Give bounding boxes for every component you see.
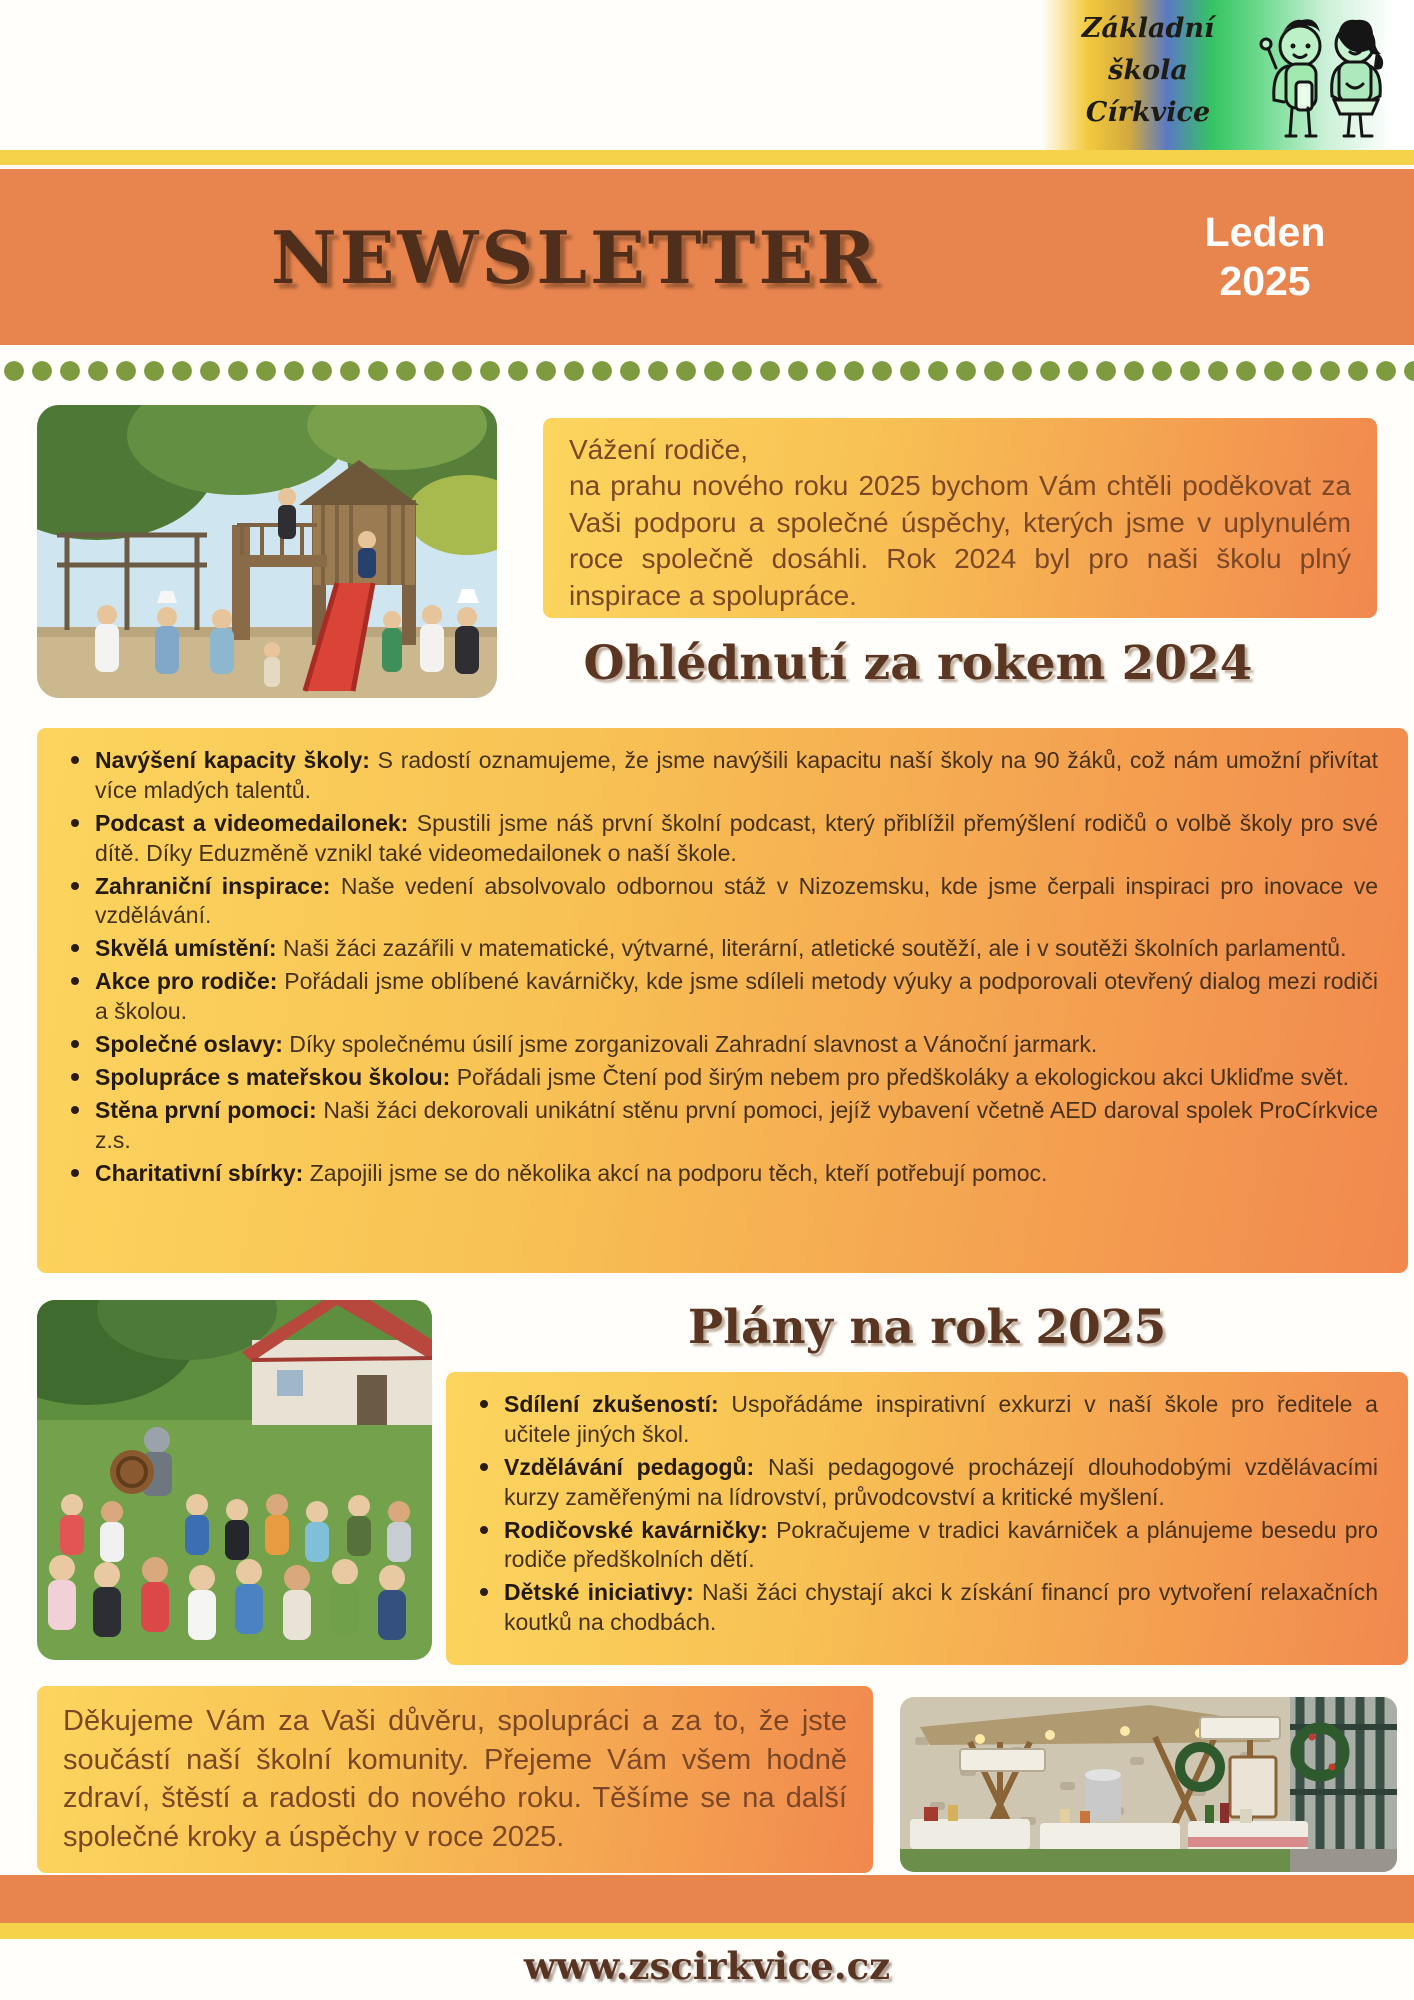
photo-market bbox=[900, 1697, 1397, 1872]
list-item bbox=[47, 1063, 1378, 1093]
list-item bbox=[47, 746, 1378, 806]
item-text: Zapojili jsme se do několika akcí na podporu těch, kteří potřebují pomoc. bbox=[303, 1159, 1048, 1186]
list-item bbox=[47, 1030, 1378, 1060]
review-box bbox=[37, 728, 1408, 1273]
item-lead: Navýšení kapacity školy: bbox=[95, 747, 370, 773]
item-lead: Vzdělávání pedagogů: bbox=[504, 1453, 755, 1480]
logo-line-3: Církvice bbox=[1085, 96, 1211, 128]
top-yellow-stripe bbox=[0, 150, 1414, 165]
page-title: NEWSLETTER bbox=[270, 214, 880, 300]
issue-year: 2025 bbox=[1219, 258, 1311, 304]
list-item bbox=[47, 1096, 1378, 1156]
section-heading-plans: Plány na rok 2025 bbox=[687, 1300, 1167, 1355]
issue-month: Leden bbox=[1204, 208, 1326, 255]
logo-line-1: Základní bbox=[1081, 13, 1215, 44]
list-item bbox=[47, 934, 1378, 964]
list-item bbox=[47, 872, 1378, 932]
item-lead: Rodičovské kavárničky: bbox=[504, 1516, 768, 1543]
issue-date bbox=[1140, 169, 1390, 345]
review-list bbox=[47, 746, 1378, 1188]
item-lead: Akce pro rodiče: bbox=[95, 968, 278, 995]
item-lead: Podcast a videomedailonek: bbox=[95, 809, 409, 836]
photo-group bbox=[37, 1300, 432, 1660]
children-illustration-icon bbox=[1252, 4, 1402, 151]
item-lead: Zahraniční inspirace: bbox=[95, 872, 331, 899]
item-text: Pořádali jsme oblíbené kavárničky, kde jsme sdíleli metody výuky a podporovali otevřený dialog mezi rodiči a školou. bbox=[95, 968, 1379, 1025]
item-text: Naši žáci dekorovali unikátní stěnu první pomoci, jejíž vybavení včetně AED daroval spolek ProCírkvice z.s. bbox=[95, 1096, 1378, 1153]
item-text: Spustili jsme náš první školní podcast, který přiblížil přemýšlení rodičů o volbě školy pro své dítě. Díky Eduzměně vznikl také videomedailonek o naší škole. bbox=[95, 809, 1378, 866]
greeting-box bbox=[543, 418, 1377, 618]
dotted-divider bbox=[0, 358, 1414, 384]
logo-line-2: škola bbox=[1108, 54, 1188, 86]
item-lead: Sdílení zkušeností: bbox=[504, 1391, 719, 1417]
closing-box: Děkujeme Vám za Vaši důvěru, spolupráci a za to, že jste součástí naší školní komunity. Přejeme Vám všem hodně zdraví, štěstí a radosti do nového roku. Těšíme se na další společné kroky a úspěchy v roce 2025. bbox=[37, 1686, 873, 1873]
item-text: Naše vedení absolvovalo odbornou stáž v Nizozemsku, kde jsme čerpali inspiraci pro inovace ve vzdělávání. bbox=[95, 872, 1378, 929]
school-logo bbox=[1040, 0, 1414, 150]
list-item bbox=[456, 1453, 1378, 1513]
item-text: Naši žáci zazářili v matematické, výtvarné, literární, atletické soutěží, ale i v soutěži školních parlamentů. bbox=[276, 935, 1347, 962]
plans-box bbox=[446, 1372, 1408, 1665]
list-item bbox=[47, 809, 1378, 869]
item-text: Uspořádáme inspirativní exkurzi v naší škole pro ředitele a učitele jiných škol. bbox=[504, 1391, 1378, 1447]
greeting-body: na prahu nového roku 2025 bychom Vám chtěli poděkovat za Vaši podporu a společné úspěchy, kterých jsme v uplynulém roce společně dosáhli. Rok 2024 byl pro naši školu plný inspirace a spolupráce. bbox=[569, 470, 1351, 611]
item-lead: Stěna první pomoci: bbox=[95, 1096, 317, 1123]
list-item bbox=[456, 1390, 1378, 1450]
item-text: Díky společnému úsilí jsme zorganizovali Zahradní slavnost a Vánoční jarmark. bbox=[282, 1031, 1098, 1058]
bottom-yellow-stripe bbox=[0, 1923, 1414, 1939]
item-text: Naši žáci chystají akci k získání financí pro vytvoření relaxačních koutků na chodbách. bbox=[504, 1579, 1378, 1636]
bottom-orange-band bbox=[0, 1875, 1414, 1923]
item-lead: Dětské iniciativy: bbox=[504, 1579, 694, 1606]
list-item bbox=[47, 1159, 1378, 1189]
item-text: Naši pedagogové procházejí dlouhodobými vzdělávacími kurzy zaměřenými na lídrovství, průvodcovství a kritické myšlení. bbox=[504, 1453, 1378, 1510]
greeting-salutation: Vážení rodiče, bbox=[569, 434, 748, 465]
item-text: Pořádali jsme Čtení pod širým nebem pro předškoláky a ekologickou akci Ukliďme svět. bbox=[450, 1063, 1350, 1090]
list-item bbox=[456, 1516, 1378, 1576]
section-heading-review: Ohlédnutí za rokem 2024 bbox=[583, 636, 1253, 691]
list-item bbox=[47, 967, 1378, 1027]
item-text: Pokračujeme v tradici kavárniček a plánujeme besedu pro rodiče předškolních dětí. bbox=[504, 1516, 1378, 1573]
website-link[interactable]: www.zscirkvice.cz bbox=[523, 1944, 891, 1988]
plans-list bbox=[456, 1390, 1378, 1638]
school-logo-text bbox=[1058, 8, 1238, 134]
item-lead: Spolupráce s mateřskou školou: bbox=[95, 1063, 451, 1090]
item-lead: Skvělá umístění: bbox=[95, 935, 277, 962]
item-text: S radostí oznamujeme, že jsme navýšili kapacitu naší školy na 90 žáků, což nám umožní přivítat více mladých talentů. bbox=[95, 747, 1378, 803]
list-item bbox=[456, 1578, 1378, 1638]
item-lead: Charitativní sbírky: bbox=[95, 1159, 304, 1186]
item-lead: Společné oslavy: bbox=[95, 1031, 283, 1058]
